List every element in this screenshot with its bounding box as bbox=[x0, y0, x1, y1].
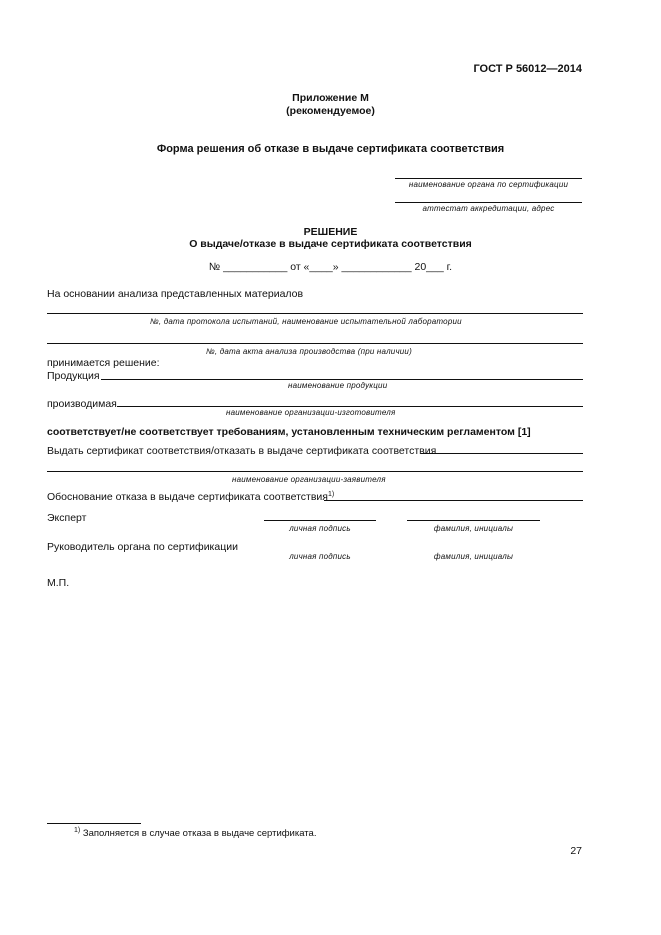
head-signature-caption: личная подпись bbox=[289, 552, 351, 561]
protocol-caption: №, дата протокола испытаний, наименование испытательной лаборатории bbox=[150, 317, 462, 326]
expert-signature-caption: личная подпись bbox=[289, 524, 351, 533]
basis-text: На основании анализа представленных материалов bbox=[47, 288, 304, 300]
expert-signature-line bbox=[264, 520, 376, 521]
expert-label: Эксперт bbox=[47, 512, 87, 524]
product-label: Продукция bbox=[47, 370, 100, 382]
standard-number: ГОСТ Р 56012—2014 bbox=[473, 63, 582, 75]
footnote-marker: 1) bbox=[74, 827, 81, 834]
expert-name-caption: фамилия, инициалы bbox=[433, 524, 514, 533]
product-line bbox=[101, 379, 583, 380]
footnote bbox=[74, 828, 316, 839]
seal-mark: М.П. bbox=[47, 577, 70, 589]
decision-subtitle: О выдаче/отказе в выдаче сертификата соответствия bbox=[189, 238, 472, 250]
refusal-footnote-ref: 1) bbox=[327, 491, 335, 498]
manufacturer-caption: наименование организации-изготовителя bbox=[226, 408, 396, 417]
decision-made-text: принимается решение: bbox=[47, 357, 160, 369]
footnote-divider bbox=[47, 823, 141, 824]
cert-body-caption: наименование органа по сертификации bbox=[408, 180, 569, 189]
appendix-subtitle: (рекомендуемое) bbox=[286, 105, 375, 117]
act-caption: №, дата акта анализа производства (при наличии) bbox=[206, 347, 412, 356]
cert-body-line bbox=[395, 178, 582, 179]
head-name-caption: фамилия, инициалы bbox=[433, 552, 514, 561]
compliance-text: соответствует/не соответствует требованиям, установленным техническим регламентом [1] bbox=[47, 426, 531, 438]
footnote-text: Заполняется в случае отказа в выдаче сертификата. bbox=[82, 828, 317, 839]
product-caption: наименование продукции bbox=[288, 381, 388, 390]
produced-label: производимая bbox=[47, 398, 117, 410]
head-label: Руководитель органа по сертификации bbox=[47, 541, 238, 553]
protocol-line bbox=[47, 313, 583, 314]
issue-label: Выдать сертификат соответствия/отказать в выдаче сертификата соответствия bbox=[47, 445, 437, 457]
applicant-line bbox=[47, 471, 583, 472]
applicant-caption: наименование организации-заявителя bbox=[232, 475, 386, 484]
refusal-line bbox=[324, 500, 583, 501]
page-number: 27 bbox=[570, 845, 582, 857]
accreditation-line bbox=[395, 202, 582, 203]
act-line bbox=[47, 343, 583, 344]
manufacturer-line bbox=[117, 406, 583, 407]
appendix-title: Приложение М bbox=[292, 92, 369, 104]
refusal-label-text: Обоснование отказа в выдаче сертификата соответствия bbox=[47, 491, 328, 503]
form-title: Форма решения об отказе в выдаче сертификата соответствия bbox=[156, 143, 505, 155]
accreditation-caption: аттестат аккредитации, адрес bbox=[422, 204, 555, 213]
issue-line bbox=[421, 453, 583, 454]
decision-number-line: № ___________ от «____» ____________ 20___ г. bbox=[208, 261, 453, 273]
decision-title: РЕШЕНИЕ bbox=[303, 226, 358, 238]
refusal-label bbox=[47, 491, 334, 503]
expert-name-line bbox=[407, 520, 540, 521]
